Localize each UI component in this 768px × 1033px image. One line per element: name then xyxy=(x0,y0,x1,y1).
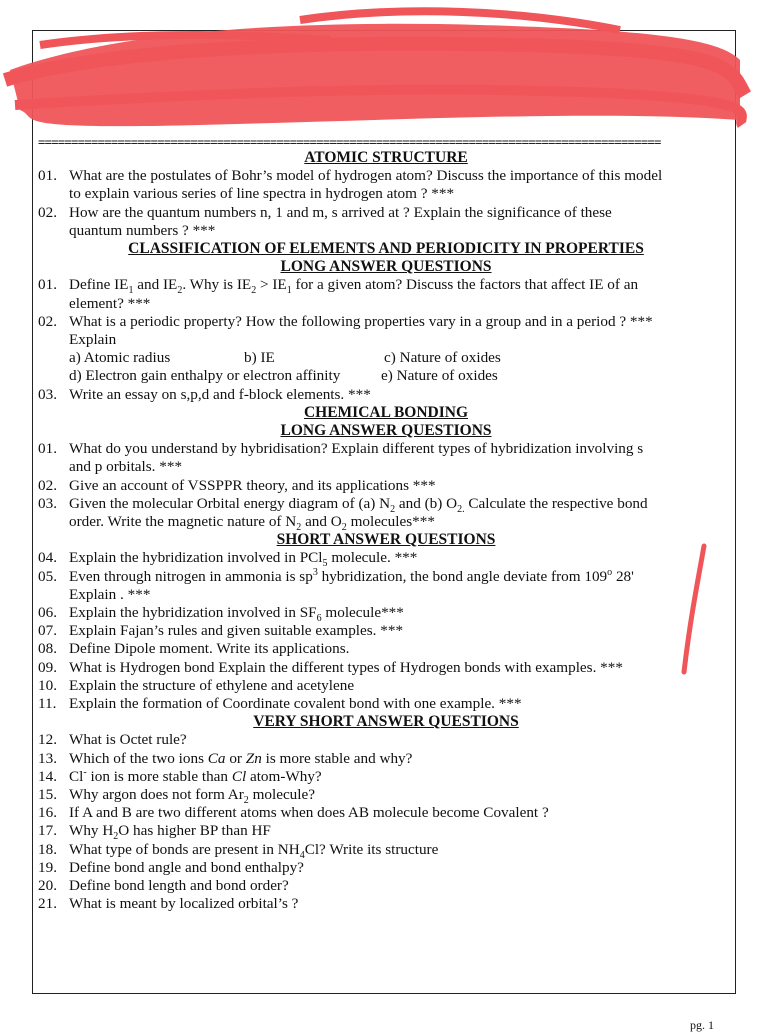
subscript: 2 xyxy=(251,285,257,297)
question-text: Why argon does not form Ar xyxy=(69,785,244,803)
question-item xyxy=(38,549,734,570)
question-item xyxy=(38,768,734,786)
subscript: 2 xyxy=(341,521,347,533)
question-text: Define bond length and bond order? xyxy=(69,876,289,894)
question-text: order. Write the magnetic nature of N xyxy=(69,512,297,530)
question-text: O has higher BP than HF xyxy=(118,822,271,840)
subscript: 1 xyxy=(128,285,134,297)
subscript: 2 xyxy=(243,795,249,806)
question-text: quantum numbers ? *** xyxy=(69,221,216,239)
question-item xyxy=(38,859,734,877)
question-text: is more stable and why? xyxy=(261,749,413,767)
question-text: for a given atom? Discuss the factors that affect IE of an xyxy=(291,276,639,294)
question-text: hybridization, the bond angle deviate from 109 xyxy=(317,567,608,585)
section-heading-atomic: ATOMIC STRUCTURE xyxy=(304,149,468,166)
question-text: Explain the hybridization involved in PCl xyxy=(69,549,323,567)
question-number: 08. xyxy=(38,640,57,658)
section-heading-classification: CLASSIFICATION OF ELEMENTS AND PERIODICITY IN PROPERTIES xyxy=(128,240,644,257)
question-item xyxy=(38,477,734,495)
question-number: 07. xyxy=(38,622,57,640)
question-text: Explain . *** xyxy=(69,585,151,603)
question-item xyxy=(38,276,734,312)
question-text: . Why is IE xyxy=(182,276,252,294)
question-text: ion is more stable than xyxy=(86,767,232,785)
question-item xyxy=(38,822,734,843)
question-number: 10. xyxy=(38,676,57,694)
question-text: What is Hydrogen bond Explain the different types of Hydrogen bonds with examples. *** xyxy=(69,658,623,676)
question-item xyxy=(38,786,734,804)
question-text: molecules*** xyxy=(346,512,435,530)
question-text: What type of bonds are present in NH xyxy=(69,840,300,858)
question-number: 14. xyxy=(38,767,57,785)
question-item xyxy=(38,204,734,240)
question-item xyxy=(38,895,734,913)
superscript: 3 xyxy=(312,566,318,578)
question-text: Explain the formation of Coordinate covalent bond with one example. *** xyxy=(69,694,522,712)
question-number: 17. xyxy=(38,822,57,840)
question-item xyxy=(38,731,734,749)
superscript: o xyxy=(607,566,613,578)
question-paper xyxy=(38,136,734,913)
question-number: 18. xyxy=(38,840,57,858)
subscript: 2 xyxy=(113,831,119,843)
question-text: atom-Why? xyxy=(246,767,322,785)
question-text: Explain the structure of ethylene and acetylene xyxy=(69,676,355,694)
question-item xyxy=(38,877,734,895)
question-number: 04. xyxy=(38,549,57,567)
question-text: Even through nitrogen in ammonia is sp xyxy=(69,567,313,585)
question-number: 05. xyxy=(38,567,57,585)
question-text: If A and B are two different atoms when does AB molecule become Covalent ? xyxy=(69,804,549,822)
question-text: element? *** xyxy=(69,294,151,312)
question-text: Cl xyxy=(69,767,84,785)
question-item xyxy=(38,313,734,349)
question-number: 13. xyxy=(38,749,57,767)
option-d: d) Electron gain enthalpy or electron affinity xyxy=(69,367,341,385)
question-text: and O xyxy=(301,512,342,530)
subscript: 2 xyxy=(296,521,302,533)
question-number: 02. xyxy=(38,312,57,330)
question-number: 01. xyxy=(38,440,57,458)
question-number: 20. xyxy=(38,876,57,894)
question-text: What is Octet rule? xyxy=(69,731,187,749)
question-number: 01. xyxy=(38,167,57,185)
question-text: Explain Fajan’s rules and given suitable examples. *** xyxy=(69,622,404,640)
question-number: 02. xyxy=(38,476,57,494)
question-text: and p orbitals. *** xyxy=(69,458,183,476)
question-number: 03. xyxy=(38,494,57,512)
question-text: 28' xyxy=(612,567,634,585)
italic-symbol: Ca xyxy=(207,749,226,767)
question-number: 06. xyxy=(38,603,57,621)
question-text: molecule? xyxy=(248,785,315,803)
question-text: to explain various series of line spectra in hydrogen atom ? *** xyxy=(69,185,455,203)
question-text: Given the molecular Orbital energy diagram of (a) N xyxy=(69,494,391,512)
question-item xyxy=(38,659,734,677)
question-text: Which of the two ions xyxy=(69,749,208,767)
question-item xyxy=(38,604,734,622)
question-text: > IE xyxy=(256,276,287,294)
question-text: What is a periodic property? How the following properties vary in a group and in a period ? *** xyxy=(69,312,653,330)
question-number: 09. xyxy=(38,658,57,676)
superscript: - xyxy=(83,766,87,778)
option-e: e) Nature of oxides xyxy=(381,367,498,385)
question-number: 11. xyxy=(38,694,57,712)
question-item xyxy=(38,568,734,604)
question-text: How are the quantum numbers n, 1 and m, s arrived at ? Explain the significance of these xyxy=(69,203,612,221)
subscript: 1 xyxy=(286,285,292,297)
italic-symbol: Zn xyxy=(245,749,262,767)
question-text: molecule*** xyxy=(321,603,404,621)
question-text: or xyxy=(225,749,246,767)
options-row xyxy=(38,367,734,385)
question-item xyxy=(38,750,734,768)
question-item xyxy=(38,841,734,859)
option-b: b) IE xyxy=(244,349,275,367)
question-text: Define bond angle and bond enthalpy? xyxy=(69,858,304,876)
question-text: Define IE xyxy=(69,276,129,294)
question-text: Give an account of VSSPPR theory, and its applications *** xyxy=(69,476,436,494)
question-text: molecule. *** xyxy=(327,549,418,567)
option-c: c) Nature of oxides xyxy=(384,349,501,367)
question-number: 21. xyxy=(38,895,57,913)
question-item xyxy=(38,495,734,531)
subscript: 5 xyxy=(322,558,328,570)
section-heading-long-answer: LONG ANSWER QUESTIONS xyxy=(280,258,492,276)
question-text: Cl? Write its structure xyxy=(304,840,439,858)
subscript: 6 xyxy=(316,612,322,624)
section-heading-short-answer: SHORT ANSWER QUESTIONS xyxy=(276,531,496,549)
question-text: Calculate the respective bond xyxy=(464,494,648,512)
question-number: 03. xyxy=(38,385,57,403)
question-text: and IE xyxy=(133,276,178,294)
question-number: 15. xyxy=(38,785,57,803)
question-text: What do you understand by hybridisation? Explain different types of hybridization involving s xyxy=(69,440,644,458)
section-heading-very-short-answer: VERY SHORT ANSWER QUESTIONS xyxy=(253,713,519,731)
question-text: Explain xyxy=(69,330,117,348)
option-a: a) Atomic radius xyxy=(69,349,171,367)
question-text: Write an essay on s,p,d and f-block elements. *** xyxy=(69,385,371,403)
question-text: Why H xyxy=(69,822,114,840)
question-number: 16. xyxy=(38,804,57,822)
question-item xyxy=(38,804,734,822)
question-text: What is meant by localized orbital’s ? xyxy=(69,895,299,913)
question-text: Define Dipole moment. Write its applications. xyxy=(69,640,350,658)
question-item xyxy=(38,677,734,695)
question-text: Explain the hybridization involved in SF xyxy=(69,603,317,621)
question-text: and (b) O xyxy=(395,494,458,512)
question-item xyxy=(38,640,734,658)
subscript: 4 xyxy=(299,849,305,861)
italic-symbol: Cl xyxy=(231,767,247,785)
question-item xyxy=(38,167,734,203)
question-number: 02. xyxy=(38,203,57,221)
section-heading-long-answer: LONG ANSWER QUESTIONS xyxy=(280,421,492,439)
question-number: 19. xyxy=(38,858,57,876)
question-item xyxy=(38,695,734,713)
subscript: 2 xyxy=(390,503,396,515)
separator-rule: ============================================================================================== xyxy=(38,136,661,149)
page-number: pg. 1 xyxy=(690,1018,714,1032)
options-row xyxy=(38,349,734,367)
question-item xyxy=(38,440,734,476)
question-number: 01. xyxy=(38,276,57,294)
subscript: 2 xyxy=(177,285,183,297)
question-item xyxy=(38,386,734,404)
question-number: 12. xyxy=(38,731,57,749)
question-text: What are the postulates of Bohr’s model of hydrogen atom? Discuss the importance of this model xyxy=(69,167,663,185)
section-heading-chemical-bonding: CHEMICAL BONDING xyxy=(303,403,469,421)
question-item xyxy=(38,622,734,640)
subscript: 2. xyxy=(457,503,465,515)
